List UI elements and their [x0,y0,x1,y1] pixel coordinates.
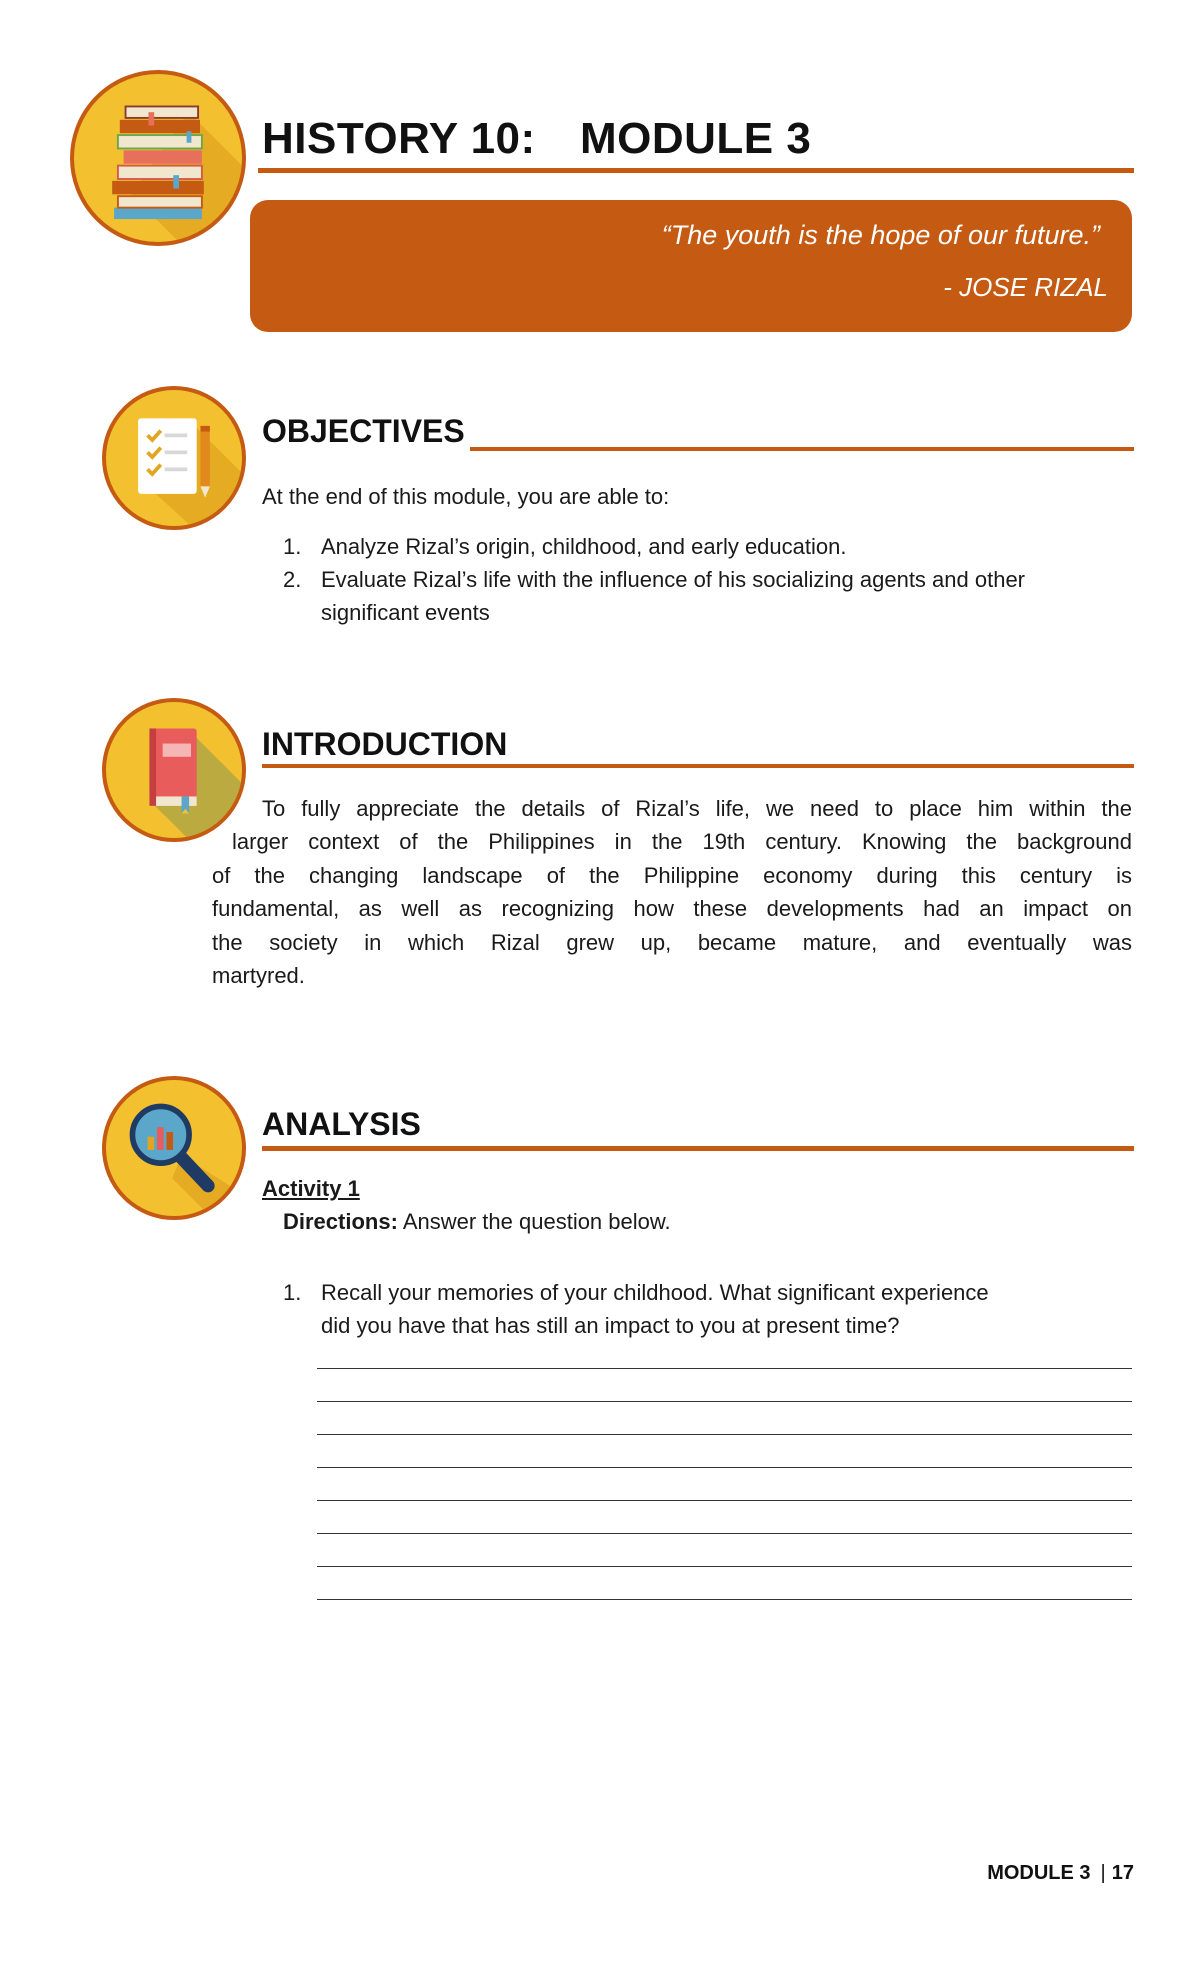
quote-text: “The youth is the hope of our future.” [661,220,1100,250]
page-footer [987,1862,1134,1885]
objective-num-2: 2. [283,567,302,592]
directions [283,1209,671,1235]
objective-text-1: Analyze Rizal’s origin, childhood, and early education. [321,534,847,559]
question-line-1: Recall your memories of your childhood. What significant experience [321,1280,989,1305]
objectives-underline [470,447,1134,451]
question-1 [283,1276,1133,1342]
answer-line-7[interactable] [317,1566,1132,1567]
checklist-icon [102,386,246,530]
footer-separator: | [1100,1862,1106,1884]
answer-line-1[interactable] [317,1368,1132,1369]
intro-line-1: To fully appreciate the details of Rizal’s life, we need to place him within the [262,796,1132,821]
objective-text-2-line2: significant events [321,600,490,625]
page-number: 17 [1111,1862,1134,1884]
answer-line-4[interactable] [317,1467,1132,1468]
directions-text: Answer the question below. [402,1209,671,1234]
question-line-2: did you have that has still an impact to you at present time? [321,1313,900,1338]
answer-line-3[interactable] [317,1434,1132,1435]
answer-line-2[interactable] [317,1401,1132,1402]
intro-line-3: of the changing landscape of the Philippine economy during this century is [212,862,1132,888]
title-subject: HISTORY 10: [262,114,536,163]
page-title [262,114,812,164]
objectives-list [283,530,1133,629]
objective-item-1 [283,530,1133,563]
objective-text-2-line1: Evaluate Rizal’s life with the influence of his socializing agents and other [321,567,1025,592]
question-num: 1. [283,1280,302,1305]
intro-line-4: fundamental, as well as recognizing how these developments had an impact on [212,896,1132,922]
activity-title: Activity 1 [262,1176,360,1201]
answer-line-5[interactable] [317,1500,1132,1501]
quote-author: - JOSE RIZAL [943,272,1108,302]
introduction-paragraph [212,792,1132,992]
title-module: MODULE 3 [580,114,812,163]
introduction-heading: INTRODUCTION [262,726,508,762]
quote-banner [250,200,1132,332]
analysis-underline [262,1146,1134,1151]
answer-line-6[interactable] [317,1533,1132,1534]
footer-module: MODULE 3 [987,1862,1091,1884]
objectives-lead: At the end of this module, you are able to: [262,484,670,509]
introduction-underline [262,764,1134,768]
intro-line-2: larger context of the Philippines in the 19th century. Knowing the background [232,829,1132,855]
directions-label: Directions: [283,1209,398,1234]
objectives-heading: OBJECTIVES [262,413,465,449]
answer-line-8[interactable] [317,1599,1132,1600]
objective-item-2 [283,563,1133,629]
analysis-heading: ANALYSIS [262,1106,421,1142]
magnifier-chart-icon [102,1076,246,1220]
intro-line-5: the society in which Rizal grew up, became mature, and eventually was [212,929,1132,955]
title-underline [258,168,1134,173]
book-stack-icon [70,70,246,246]
intro-line-6: martyred. [212,963,305,989]
objective-num-1: 1. [283,534,302,559]
